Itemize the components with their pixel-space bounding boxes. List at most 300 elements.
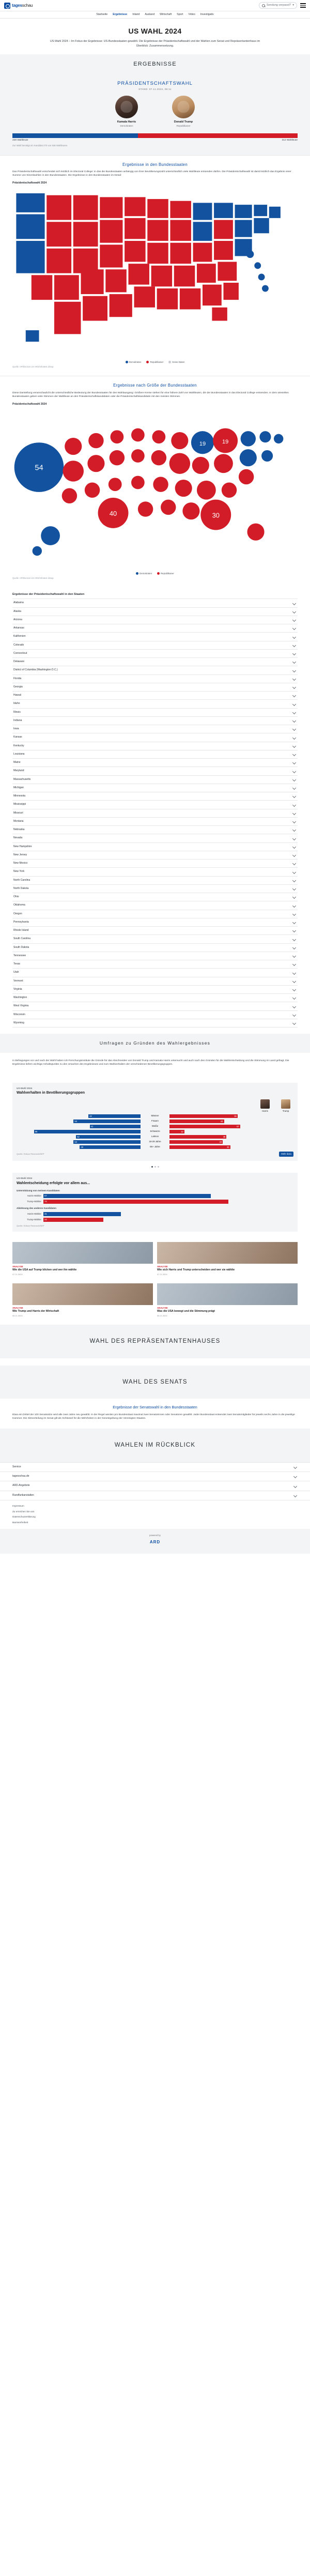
bar-value: 52 — [77, 1135, 80, 1138]
teaser-row-1 — [0, 1237, 310, 1283]
list-item[interactable] — [12, 910, 298, 918]
bar-trump — [169, 1125, 240, 1128]
list-item[interactable] — [12, 868, 298, 876]
state-name: Montana — [13, 819, 24, 823]
more-info-button[interactable]: Mehr dazu — [279, 1152, 293, 1157]
bar-harris — [76, 1135, 141, 1139]
chevron-down-icon — [292, 921, 296, 924]
state-name: Louisiana — [13, 752, 25, 756]
row-label: Harris-Wähler — [27, 1194, 41, 1198]
bar-value: 44 — [220, 1120, 223, 1123]
chart-card-vote-motivation — [12, 1173, 298, 1232]
chevron-down-icon — [292, 1021, 296, 1025]
list-item[interactable] — [12, 784, 298, 792]
list-item[interactable] — [12, 885, 298, 893]
list-item[interactable] — [12, 650, 298, 658]
chevron-down-icon — [292, 669, 296, 672]
carousel-dot-3[interactable] — [158, 1166, 159, 1168]
teaser-kicker: ANALYSE — [12, 1265, 23, 1268]
tagesschau-logo-icon — [4, 3, 10, 9]
bar-trump — [43, 1218, 103, 1222]
bar-trump — [169, 1114, 238, 1118]
chevron-down-icon — [292, 702, 296, 706]
chart2-row — [17, 1218, 293, 1222]
list-item[interactable] — [12, 1019, 298, 1028]
state-name: Georgia — [13, 685, 23, 688]
teaser-card[interactable] — [157, 1283, 298, 1317]
carousel-dot-2[interactable] — [154, 1166, 156, 1168]
legend-republican — [157, 572, 174, 575]
candidate-party: Demokraten — [120, 124, 133, 127]
bar-left — [17, 1135, 141, 1139]
hero-subtitle: US-Wahl 2024 – Im Fokus der Ergebnisse: US-Bundesstaaten gewählt. Die Ergebnisse der Präsidentschaftswahl und der Wahlen zum Senat und Repräsentantenhaus im Überblick: Zusammensetzung. — [50, 40, 260, 48]
list-item[interactable] — [12, 818, 298, 826]
footer-row-label: Rundfunkanstalten — [12, 1493, 34, 1497]
bar-left — [17, 1130, 141, 1133]
list-item[interactable] — [12, 969, 298, 977]
footer-row-label: Service — [12, 1465, 21, 1468]
bar-value: 46 — [223, 1135, 226, 1138]
bar-value: 41 — [90, 1125, 94, 1128]
state-name: Hawaii — [13, 694, 22, 697]
bar-harris — [88, 1114, 141, 1118]
footer-row[interactable] — [0, 1463, 310, 1472]
bubble-map[interactable] — [12, 408, 298, 570]
chart2-row — [17, 1200, 293, 1204]
list-item[interactable] — [12, 960, 298, 969]
logo-text-primary: tages — [12, 3, 22, 8]
results-band-title: ERGEBNISSE — [133, 60, 177, 67]
footer-row-label: ARD-Angebote — [12, 1484, 30, 1488]
list-item[interactable] — [12, 633, 298, 641]
state-list-title: Ergebnisse der Präsidentschaftswahl in den Staaten — [12, 593, 85, 596]
state-name: Massachusetts — [13, 777, 31, 781]
nav-item-2[interactable]: Ausland — [145, 12, 155, 16]
state-name: Kentucky — [13, 744, 24, 747]
bubble-legend — [12, 572, 298, 575]
chart1-legend — [17, 1099, 293, 1113]
state-name: Kansas — [13, 735, 22, 739]
avatar — [281, 1099, 290, 1109]
state-name: Missouri — [13, 811, 23, 815]
legend-dot-blue — [126, 361, 128, 363]
footer-link[interactable]: Impressum — [12, 1504, 24, 1507]
chart2-title: Wahlentscheidung erfolgte vor allem aus... — [17, 1181, 90, 1185]
candidate-name: Donald Trump — [174, 120, 193, 124]
state-name: Oklahoma — [13, 903, 25, 907]
legend-label: Demokraten — [129, 360, 142, 363]
presidential-result-card — [0, 75, 310, 155]
list-item[interactable] — [12, 851, 298, 860]
state-name: North Dakota — [13, 886, 29, 890]
chevron-down-icon — [292, 954, 296, 958]
list-item[interactable] — [12, 901, 298, 910]
state-name: District of Columbia (Washington D.C.) — [13, 668, 58, 672]
list-item[interactable] — [12, 675, 298, 683]
surveys-intro-wrap — [0, 1053, 310, 1078]
state-name: Wisconsin — [13, 1013, 25, 1016]
list-item[interactable] — [12, 666, 298, 674]
chevron-down-icon — [292, 870, 296, 874]
electoral-bar-labels — [12, 139, 298, 143]
chevron-down-icon — [292, 744, 296, 748]
state-name: Maine — [13, 761, 21, 764]
state-name: South Carolina — [13, 937, 31, 941]
chevron-down-icon — [292, 996, 296, 1000]
chart1-row — [17, 1125, 293, 1128]
legend-label: Trump — [282, 1109, 289, 1112]
chart1-source: Quelle: Edison Research/NEP — [17, 1153, 44, 1156]
chart1-legend-harris — [257, 1099, 273, 1113]
bar-value: 54 — [74, 1120, 78, 1123]
state-name: Vermont — [13, 979, 23, 983]
state-name: New York — [13, 870, 25, 873]
state-name: Arkansas — [13, 626, 24, 630]
search-input[interactable] — [259, 2, 297, 9]
chevron-down-icon — [292, 828, 296, 832]
state-name: Idaho — [13, 702, 20, 706]
ard-logo: ARD — [149, 1539, 161, 1544]
state-name: Tennessee — [13, 954, 26, 957]
senate-section-title: Ergebnisse der Senatswahl in den Bundesstaaten — [113, 1405, 197, 1410]
chevron-down-icon — [293, 1494, 297, 1497]
list-item[interactable] — [12, 944, 298, 952]
surveys-intro: In Befragungen vor und nach der Wahl haben US-Forschungsinstitute die Gründe für das Abschneiden von Donald Trump und Kamala Harris untersucht und auch nach den Gründen für die Wahlentscheidung und die Stimmung im Land gefragt. Die Ergebnisse liefern wichtige Anhaltspunkte zu den Ursachen des Ergebnisses und zum Wahlverhalten der verschiedenen Bevölkerungsgruppen. — [12, 1059, 289, 1066]
chevron-down-icon — [292, 862, 296, 865]
legend-dot-grey — [168, 361, 171, 363]
list-item[interactable] — [12, 935, 298, 943]
footer-bottom — [0, 1529, 310, 1554]
chart2-footer — [17, 1224, 293, 1228]
size-section — [0, 376, 310, 587]
footer-link[interactable]: Zu erreichen Sie uns — [12, 1510, 35, 1513]
row-label: Männer — [151, 1114, 159, 1117]
state-name: Iowa — [13, 727, 19, 731]
row-label: Latinos — [151, 1135, 159, 1138]
results-band — [0, 54, 310, 75]
chevron-down-icon — [292, 694, 296, 697]
list-item[interactable] — [12, 801, 298, 809]
bar-right — [169, 1135, 293, 1139]
list-item[interactable] — [12, 683, 298, 692]
choropleth-map[interactable] — [12, 188, 298, 359]
list-item[interactable] — [12, 1011, 298, 1019]
surveys-band — [0, 1034, 310, 1052]
surveys-band-title: Umfragen zu Gründen des Wahlergebnisses — [99, 1040, 211, 1046]
teaser-kicker: ANALYSE — [12, 1306, 23, 1309]
list-item[interactable] — [12, 977, 298, 986]
bar-right — [169, 1140, 293, 1144]
chart1-kicker: US-Wahl 2024 — [17, 1086, 33, 1090]
map-legend — [12, 361, 298, 364]
chevron-down-icon — [292, 811, 296, 815]
map-states — [16, 193, 281, 342]
list-item[interactable] — [12, 700, 298, 708]
carousel-dot-1[interactable] — [151, 1166, 153, 1168]
candidate-party: Republikaner — [176, 124, 191, 127]
chevron-down-icon — [292, 1005, 296, 1008]
site-logo[interactable] — [4, 3, 33, 9]
teaser-title: Wie Trump und Harris der Wirtschaft — [12, 1310, 59, 1313]
hero — [0, 19, 310, 54]
teaser-card[interactable] — [157, 1242, 298, 1276]
list-item[interactable] — [12, 927, 298, 935]
row-label: Schwarze — [150, 1130, 160, 1133]
svg-text:54: 54 — [35, 464, 43, 472]
bubble-map-source: Quelle: AP/Election US ARD/Infratest dimap — [12, 577, 54, 580]
bar-right — [169, 1130, 293, 1133]
bar-right — [169, 1120, 293, 1123]
chevron-down-icon — [292, 879, 296, 882]
bar-value: 49 — [81, 1145, 84, 1148]
teaser-title: Wie die USA auf Trump blicken und wer ihn wählte — [12, 1268, 77, 1272]
main-nav — [0, 11, 310, 19]
footer-link[interactable]: Barrierefreiheit — [12, 1521, 28, 1524]
chevron-down-icon — [292, 845, 296, 849]
list-item[interactable] — [12, 860, 298, 868]
teaser-title: Wie sich Harris und Trump unterscheiden und wer sie wählte — [157, 1268, 235, 1272]
row-label: Trump-Wähler — [27, 1218, 41, 1221]
candidate-name: Kamala Harris — [117, 120, 136, 124]
chart1-row — [17, 1135, 293, 1139]
teaser-kicker: ANALYSE — [157, 1265, 168, 1268]
chevron-down-icon — [293, 1475, 297, 1478]
list-item[interactable] — [12, 624, 298, 633]
state-name: Colorado — [13, 643, 24, 647]
chart1-row — [17, 1114, 293, 1118]
chevron-down-icon — [292, 677, 296, 681]
teaser-card[interactable] — [12, 1283, 153, 1317]
list-item[interactable] — [12, 826, 298, 834]
footer-link[interactable]: Datenschutzerklärung — [12, 1515, 36, 1519]
state-name: Oregon — [13, 912, 22, 915]
list-item[interactable] — [12, 641, 298, 650]
chart2-group2-title: Ablehnung des anderen Kandidaten — [17, 1207, 57, 1210]
house-band — [0, 1325, 310, 1358]
electoral-bar-republican — [138, 133, 298, 138]
state-name: Texas — [13, 962, 21, 966]
footer-row-label: tagesschau.de — [12, 1475, 29, 1478]
electors-right: 312 Wahlleute — [282, 139, 298, 142]
row-label: Weiße — [151, 1125, 159, 1128]
svg-text:30: 30 — [212, 511, 220, 519]
state-name: Wyoming — [13, 1021, 24, 1024]
footer-row[interactable] — [0, 1481, 310, 1491]
chevron-down-icon — [292, 946, 296, 949]
page-title: US WAHL 2024 — [128, 27, 182, 35]
list-item[interactable] — [12, 893, 298, 901]
list-item[interactable] — [12, 877, 298, 885]
footer-row[interactable] — [0, 1472, 310, 1481]
teaser-date: 06.11.2024 — [12, 1314, 23, 1317]
state-name: Michigan — [13, 786, 24, 789]
legend-nodata — [168, 361, 184, 364]
bar-value: 57 — [237, 1125, 239, 1128]
legend-label: Republikaner — [150, 360, 164, 363]
list-item[interactable] — [12, 809, 298, 818]
chart2-source: Quelle: Edison Research/NEP — [17, 1224, 44, 1227]
chevron-down-icon — [292, 938, 296, 941]
chart2-row — [17, 1194, 293, 1198]
list-item[interactable] — [12, 658, 298, 666]
senate-section-body: Etwa ein Drittel der 100 Senatssitze wird alle zwei Jahre neu gewählt. In der Regel werden pro Bundesstaat maximal zwei Senatorinnen oder Senatoren gewählt. Jeder Bundesstaat entsendet zwei Senatsmitglieder für jeweils sechs Jahre in die jeweilige Kammer. Die Sitzverteilung im Senat gilt als Schlüssel für die Mehrheiten in der Gesetzgebung der Vereinigten Staaten. — [12, 1414, 295, 1420]
bar-right — [169, 1145, 293, 1149]
nav-item-active[interactable]: Ergebnisse — [113, 12, 128, 16]
bar-harris — [90, 1125, 141, 1128]
list-item[interactable] — [12, 1002, 298, 1010]
list-item[interactable] — [12, 986, 298, 994]
chevron-down-icon — [293, 1465, 297, 1469]
state-name: Ohio — [13, 895, 19, 899]
list-item[interactable] — [12, 759, 298, 767]
nav-item-4[interactable]: Sport — [177, 12, 183, 16]
teaser-date: 07.11.2024 — [12, 1273, 23, 1276]
menu-button[interactable] — [300, 3, 306, 7]
state-name: South Dakota — [13, 945, 29, 949]
size-body: Diese Darstellung veranschaulicht die unterschiedliche Bedeutung der Bundesstaaten für den Wahlausgang: Größere Kreise stehen für eine höhere Zahl von Wahlleuten, die der Bundesstaaten in das Electoral College entsenden. In dem wievielten Bundesstaaten geben viele Stimmen der Wahlleute an den Präsidentschaftskandidaten oder die Präsidentschaftskandidatin mit den meisten Stimmen. — [12, 391, 289, 398]
bar-right — [169, 1114, 293, 1118]
list-item[interactable] — [12, 733, 298, 742]
list-item[interactable] — [12, 767, 298, 775]
list-item[interactable] — [12, 776, 298, 784]
bar-track — [43, 1218, 293, 1222]
list-item[interactable] — [12, 843, 298, 851]
state-name: New Hampshire — [13, 845, 32, 848]
bar-value: 49 — [226, 1145, 229, 1148]
logo-text-secondary: schau — [22, 3, 33, 8]
chevron-down-icon — [292, 1013, 296, 1017]
bubble-map-svg — [12, 408, 298, 570]
legend-label: Keine Daten — [172, 360, 185, 363]
state-name: Arizona — [13, 618, 22, 621]
chevron-down-icon — [292, 643, 296, 647]
state-name: Alaska — [13, 609, 22, 613]
chevron-down-icon — [292, 979, 296, 983]
chart-card-voter-groups — [12, 1083, 298, 1161]
state-name: Rhode Island — [13, 929, 29, 932]
bar-trump — [169, 1120, 224, 1123]
list-item[interactable] — [12, 608, 298, 616]
footer-row[interactable] — [0, 1491, 310, 1500]
row-label: 18-29 Jahre — [149, 1140, 161, 1143]
chevron-down-icon — [292, 778, 296, 781]
chevron-down-icon — [292, 786, 296, 790]
chevron-down-icon — [292, 895, 296, 899]
chevron-down-icon — [292, 685, 296, 689]
list-item[interactable] — [12, 952, 298, 960]
list-item[interactable] — [12, 725, 298, 733]
legend-republican — [146, 361, 163, 364]
top-bar — [0, 0, 310, 11]
chart2-kicker: US-Wahl 2024 — [17, 1177, 33, 1180]
list-item[interactable] — [12, 918, 298, 927]
bar-track — [43, 1212, 293, 1216]
carousel-dots[interactable] — [0, 1166, 310, 1168]
chevron-down-icon — [292, 753, 296, 756]
list-item[interactable] — [12, 709, 298, 717]
nav-item-6[interactable]: Investigativ — [200, 12, 214, 16]
list-item[interactable] — [12, 599, 298, 607]
state-name: Kalifornien — [13, 635, 26, 638]
nav-item-1[interactable]: Inland — [132, 12, 140, 16]
map-caption: Präsidentschaftswahl 2024 — [12, 181, 47, 185]
teaser-date: 07.11.2024 — [157, 1273, 167, 1276]
chart1-row — [17, 1140, 293, 1144]
bar-left — [17, 1120, 141, 1123]
state-name: Maryland — [13, 769, 24, 773]
bar-harris — [43, 1194, 211, 1198]
list-item[interactable] — [12, 717, 298, 725]
powered-by-label: powered by — [149, 1534, 161, 1537]
svg-text:19: 19 — [222, 439, 229, 446]
bar-trump — [169, 1135, 226, 1139]
state-name: New Mexico — [13, 862, 28, 865]
nav-item-0[interactable]: Startseite — [96, 12, 108, 16]
teaser-card[interactable] — [12, 1242, 153, 1276]
list-item[interactable] — [12, 994, 298, 1002]
chevron-down-icon — [292, 904, 296, 908]
electors-left: 226 Wahlleute — [12, 139, 28, 142]
bar-right — [169, 1125, 293, 1128]
bar-value: 86 — [35, 1130, 38, 1133]
state-name: Delaware — [13, 660, 25, 664]
chevron-down-icon — [292, 719, 296, 723]
nav-item-3[interactable]: Wirtschaft — [160, 12, 172, 16]
legend-dot-red — [146, 361, 149, 363]
map-source: Quelle: AP/Election US ARD/Infratest dimap — [12, 365, 54, 369]
state-name: Nevada — [13, 836, 23, 840]
bar-trump — [169, 1140, 223, 1144]
row-label: 65+ Jahre — [150, 1145, 160, 1148]
bar-value: 42 — [89, 1114, 92, 1117]
list-item[interactable] — [12, 742, 298, 750]
bar-value: 55 — [234, 1114, 237, 1117]
teaser-thumbnail — [12, 1283, 153, 1305]
bubble-group — [14, 428, 284, 556]
electoral-note: Zur Wahl benötigt ein Kandidat 270 von 538 Wahlleuten. — [12, 144, 68, 147]
bar-value: 54 — [74, 1140, 78, 1143]
bar-harris — [73, 1140, 141, 1144]
chevron-down-icon — [292, 837, 296, 840]
svg-text:19: 19 — [199, 441, 206, 448]
list-item[interactable] — [12, 616, 298, 624]
list-item[interactable] — [12, 692, 298, 700]
teaser-thumbnail — [12, 1242, 153, 1264]
list-item[interactable] — [12, 792, 298, 801]
state-name: North Carolina — [13, 878, 30, 882]
retro-band — [0, 1429, 310, 1462]
teaser-date: 06.11.2024 — [157, 1314, 167, 1317]
teaser-kicker: ANALYSE — [157, 1306, 168, 1309]
chevron-down-icon — [293, 1484, 297, 1488]
electoral-bar — [12, 133, 298, 138]
bar-left — [17, 1140, 141, 1144]
legend-dot-blue — [136, 572, 138, 575]
chevron-down-icon — [292, 962, 296, 966]
state-accordion — [12, 599, 298, 1028]
list-item[interactable] — [12, 834, 298, 842]
avatar — [115, 96, 138, 118]
presidential-timestamp: STAND: 07.11.2024, 08:11 — [138, 88, 172, 91]
chevron-down-icon — [292, 794, 296, 798]
list-item[interactable] — [12, 750, 298, 759]
nav-item-5[interactable]: Video — [188, 12, 195, 16]
chart1-row — [17, 1130, 293, 1133]
chevron-down-icon — [292, 652, 296, 655]
size-title: Ergebnisse nach Größe der Bundesstaaten — [113, 383, 197, 388]
legend-democrat — [126, 361, 142, 364]
us-map-svg — [12, 188, 298, 359]
